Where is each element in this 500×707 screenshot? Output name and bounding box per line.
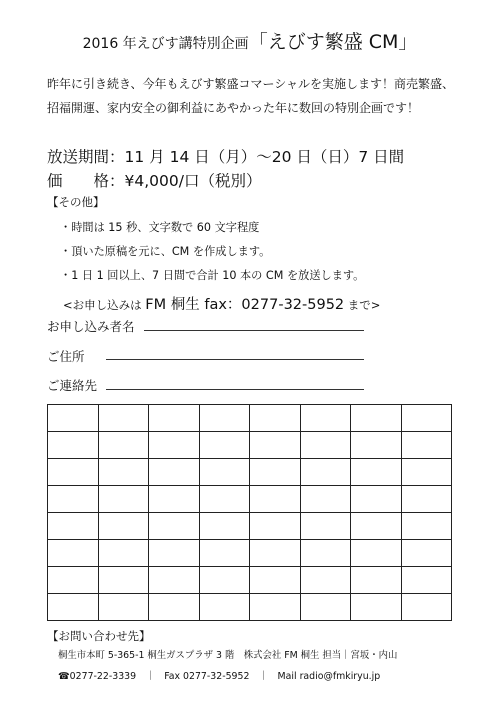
applicant-name-label: お申し込み者名 [47, 319, 135, 334]
grid-row [48, 513, 452, 540]
grid-cell[interactable] [48, 432, 99, 459]
grid-cell[interactable] [300, 513, 351, 540]
grid-cell[interactable] [250, 486, 301, 513]
grid-cell[interactable] [199, 567, 250, 594]
grid-cell[interactable] [351, 513, 402, 540]
grid-cell[interactable] [199, 513, 250, 540]
grid-cell[interactable] [401, 540, 452, 567]
grid-cell[interactable] [401, 594, 452, 621]
footer-address: 桐生市本町 5-365-1 桐生ガスプラザ 3 階 株式会社 FM 桐生 担当｜宮坂・内山 [58, 650, 398, 661]
grid-cell[interactable] [300, 594, 351, 621]
grid-cell[interactable] [199, 459, 250, 486]
manuscript-grid[interactable] [47, 404, 452, 621]
intro-line-1: 昨年に引き続き、今年もえびす繁盛コマーシャルを実施します！商売繁盛、 [47, 77, 455, 91]
grid-cell[interactable] [250, 567, 301, 594]
grid-cell[interactable] [149, 594, 200, 621]
grid-cell[interactable] [300, 567, 351, 594]
grid-cell[interactable] [250, 405, 301, 432]
grid-cell[interactable] [149, 459, 200, 486]
grid-cell[interactable] [351, 432, 402, 459]
grid-cell[interactable] [401, 405, 452, 432]
grid-cell[interactable] [351, 540, 402, 567]
applicant-name-field[interactable] [144, 330, 364, 331]
grid-cell[interactable] [149, 405, 200, 432]
grid-cell[interactable] [401, 567, 452, 594]
grid-cell[interactable] [98, 513, 149, 540]
apply-lead: <お申し込みは [63, 298, 146, 312]
other-item: ・頂いた原稿を元に、CM を作成します。 [60, 245, 271, 258]
grid-cell[interactable] [401, 459, 452, 486]
grid-cell[interactable] [98, 459, 149, 486]
grid-cell[interactable] [250, 513, 301, 540]
grid-row [48, 486, 452, 513]
grid-cell[interactable] [250, 459, 301, 486]
contact-field[interactable] [106, 389, 364, 390]
grid-cell[interactable] [351, 405, 402, 432]
grid-row [48, 459, 452, 486]
grid-cell[interactable] [300, 459, 351, 486]
grid-row [48, 432, 452, 459]
grid-cell[interactable] [199, 486, 250, 513]
grid-cell[interactable] [98, 594, 149, 621]
other-item: ・1 日 1 回以上、7 日間で合計 10 本の CM を放送します。 [60, 269, 365, 282]
grid-cell[interactable] [149, 540, 200, 567]
grid-cell[interactable] [149, 486, 200, 513]
grid-cell[interactable] [48, 405, 99, 432]
title-main: 「えびす繁盛 CM」 [248, 31, 418, 53]
contact-label: ご連絡先 [47, 378, 98, 393]
grid-cell[interactable] [401, 432, 452, 459]
price-value: ¥4,000/口（税別） [124, 172, 262, 190]
grid-cell[interactable] [250, 540, 301, 567]
grid-cell[interactable] [351, 459, 402, 486]
grid-cell[interactable] [401, 513, 452, 540]
contact-heading: 【お問い合わせ先】 [47, 629, 151, 643]
apply-fax: FM 桐生 fax：0277-32-5952 [145, 297, 345, 313]
grid-cell[interactable] [98, 486, 149, 513]
grid-cell[interactable] [351, 567, 402, 594]
grid-cell[interactable] [300, 540, 351, 567]
broadcast-period: 放送期間：11 月 14 日（月）～20 日（日）7 日間 [47, 148, 405, 166]
grid-cell[interactable] [300, 405, 351, 432]
grid-row [48, 567, 452, 594]
grid-cell[interactable] [351, 594, 402, 621]
grid-cell[interactable] [300, 486, 351, 513]
other-heading: 【その他】 [47, 195, 105, 209]
grid-cell[interactable] [48, 459, 99, 486]
grid-cell[interactable] [98, 405, 149, 432]
grid-cell[interactable] [149, 432, 200, 459]
grid-cell[interactable] [48, 486, 99, 513]
other-item: ・時間は 15 秒、文字数で 60 文字程度 [60, 221, 260, 234]
title-prefix: 2016 年えびす講特別企画 [82, 36, 249, 52]
grid-cell[interactable] [48, 540, 99, 567]
address-label: ご住所 [47, 349, 85, 364]
grid-cell[interactable] [199, 540, 250, 567]
grid-cell[interactable] [351, 486, 402, 513]
grid-cell[interactable] [98, 540, 149, 567]
grid-cell[interactable] [401, 486, 452, 513]
grid-row [48, 594, 452, 621]
grid-cell[interactable] [199, 432, 250, 459]
grid-cell[interactable] [199, 405, 250, 432]
grid-cell[interactable] [250, 594, 301, 621]
grid-cell[interactable] [48, 567, 99, 594]
footer-contacts: ☎0277-22-3339 ｜ Fax 0277-32-5952 ｜ Mail radio@fmkiryu.jp [58, 671, 381, 682]
grid-cell[interactable] [48, 513, 99, 540]
price-label: 価 格： [47, 172, 125, 190]
grid-cell[interactable] [149, 567, 200, 594]
grid-row [48, 405, 452, 432]
address-field[interactable] [106, 359, 364, 360]
grid-row [48, 540, 452, 567]
price-row [47, 169, 261, 191]
grid-cell[interactable] [300, 432, 351, 459]
grid-cell[interactable] [98, 567, 149, 594]
grid-cell[interactable] [199, 594, 250, 621]
apply-tail: まで> [344, 298, 381, 312]
grid-cell[interactable] [48, 594, 99, 621]
apply-instruction [63, 293, 380, 314]
grid-cell[interactable] [149, 513, 200, 540]
page-title [0, 27, 500, 54]
intro-line-2: 招福開運、家内安全の御利益にあやかった年に数回の特別企画です！ [47, 101, 420, 115]
grid-cell[interactable] [250, 432, 301, 459]
grid-cell[interactable] [98, 432, 149, 459]
